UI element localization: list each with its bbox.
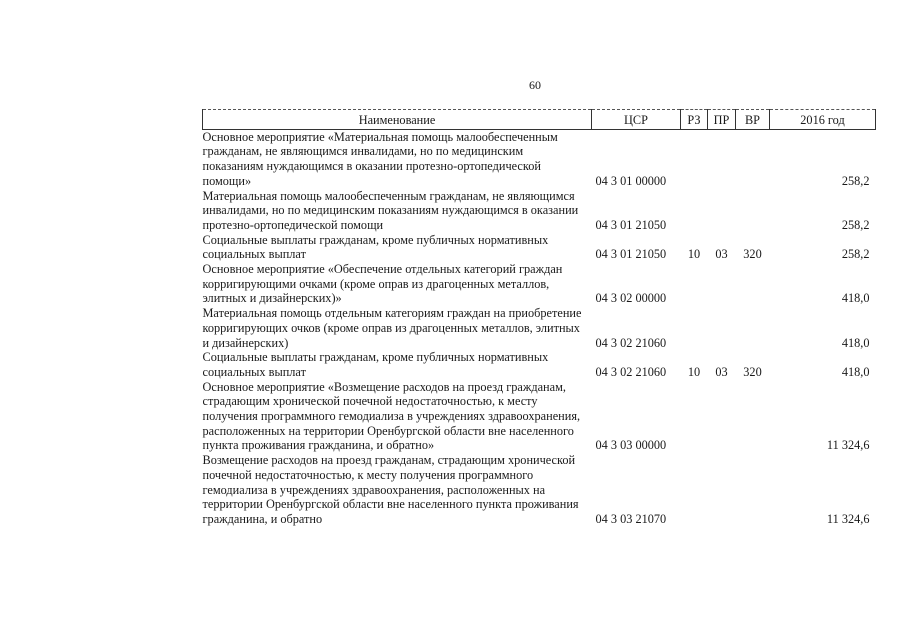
table-row <box>203 189 876 233</box>
row-vr <box>736 306 770 350</box>
row-name: Основное мероприятие «Возмещение расходов на проезд гражданам, страдающим хронической почечной недостаточностью, к месту получения программного гемодиализа в учреждениях здравоохранения, расположенных на территории Оренбургской области вне населенного пункта проживания гражданина, и обратно» <box>202 379 581 453</box>
header-pr: ПР <box>708 110 736 130</box>
row-csr: 04 3 03 00000 <box>595 438 667 453</box>
row-pr <box>708 380 736 454</box>
row-name: Социальные выплаты гражданам, кроме публичных нормативных социальных выплат <box>202 350 549 379</box>
row-name: Основное мероприятие «Материальная помощь малообеспеченным гражданам, не являющимся инвалидами, но по медицинским показаниям нуждающимся в оказании протезно-ортопедической помощи» <box>202 129 558 188</box>
row-amount: 258,2 <box>841 217 870 232</box>
row-amount: 258,2 <box>841 247 870 262</box>
row-vr <box>736 262 770 306</box>
table-row <box>203 129 876 188</box>
row-name: Возмещение расходов на проезд гражданам, страдающим хронической почечной недостаточностью, к месту получения программного гемодиализа в учреждениях здравоохранения, расположенных на территории Оренбургской области вне населенного пункта проживания гражданина, и обратно <box>202 453 579 526</box>
row-name: Социальные выплаты гражданам, кроме публичных нормативных социальных выплат <box>202 232 549 262</box>
row-name: Основное мероприятие «Обеспечение отдельных категорий граждан корригирующими очками (кроме оправ из драгоценных металлов, элитных и дизайнерских)» <box>202 262 563 306</box>
header-rz: РЗ <box>681 110 708 130</box>
row-amount: 418,0 <box>841 291 870 306</box>
row-pr <box>708 262 736 306</box>
row-rz: 10 <box>687 247 701 262</box>
row-csr: 04 3 02 21060 <box>595 364 667 379</box>
row-vr: 320 <box>743 364 762 379</box>
row-amount: 11 324,6 <box>826 438 870 453</box>
row-amount: 11 324,6 <box>826 511 870 526</box>
table-row <box>203 306 876 350</box>
table-row <box>203 453 876 527</box>
row-vr <box>736 189 770 233</box>
table-row <box>203 233 876 262</box>
row-csr: 04 3 01 21050 <box>595 217 667 232</box>
row-pr <box>708 453 736 527</box>
row-name: Материальная помощь малообеспеченным гражданам, не являющимся инвалидами, но по медицинским показаниям нуждающимся в оказании протезно-ортопедической помощи <box>202 188 579 232</box>
row-vr: 320 <box>743 247 762 262</box>
row-pr: 03 <box>715 247 728 262</box>
row-csr: 04 3 01 21050 <box>595 247 667 262</box>
table-row <box>203 380 876 454</box>
row-pr <box>708 189 736 233</box>
row-csr: 04 3 02 21060 <box>595 335 667 350</box>
row-rz <box>681 380 708 454</box>
table-row <box>203 262 876 306</box>
row-vr <box>736 129 770 188</box>
row-rz <box>681 262 708 306</box>
row-csr: 04 3 03 21070 <box>595 511 667 526</box>
header-year: 2016 год <box>770 110 876 130</box>
budget-table <box>202 109 876 527</box>
row-rz <box>681 129 708 188</box>
row-rz <box>681 453 708 527</box>
row-rz <box>681 306 708 350</box>
header-name: Наименование <box>203 110 592 130</box>
row-pr: 03 <box>715 364 728 379</box>
row-amount: 418,0 <box>841 364 870 379</box>
table-row <box>203 350 876 379</box>
row-csr: 04 3 01 00000 <box>595 173 667 188</box>
row-pr <box>708 129 736 188</box>
row-vr <box>736 453 770 527</box>
row-amount: 418,0 <box>841 335 870 350</box>
row-rz <box>681 189 708 233</box>
row-pr <box>708 306 736 350</box>
header-csr: ЦСР <box>592 110 681 130</box>
row-name: Материальная помощь отдельным категориям граждан на приобретение корригирующих очков (кроме оправ из драгоценных металлов, элитных и дизайнерских) <box>202 306 582 350</box>
row-vr <box>736 380 770 454</box>
row-csr: 04 3 02 00000 <box>595 291 667 306</box>
row-amount: 258,2 <box>841 173 870 188</box>
header-vr: ВР <box>736 110 770 130</box>
table-header-row <box>203 110 876 130</box>
page-number: 60 <box>529 78 541 92</box>
row-rz: 10 <box>687 364 701 379</box>
